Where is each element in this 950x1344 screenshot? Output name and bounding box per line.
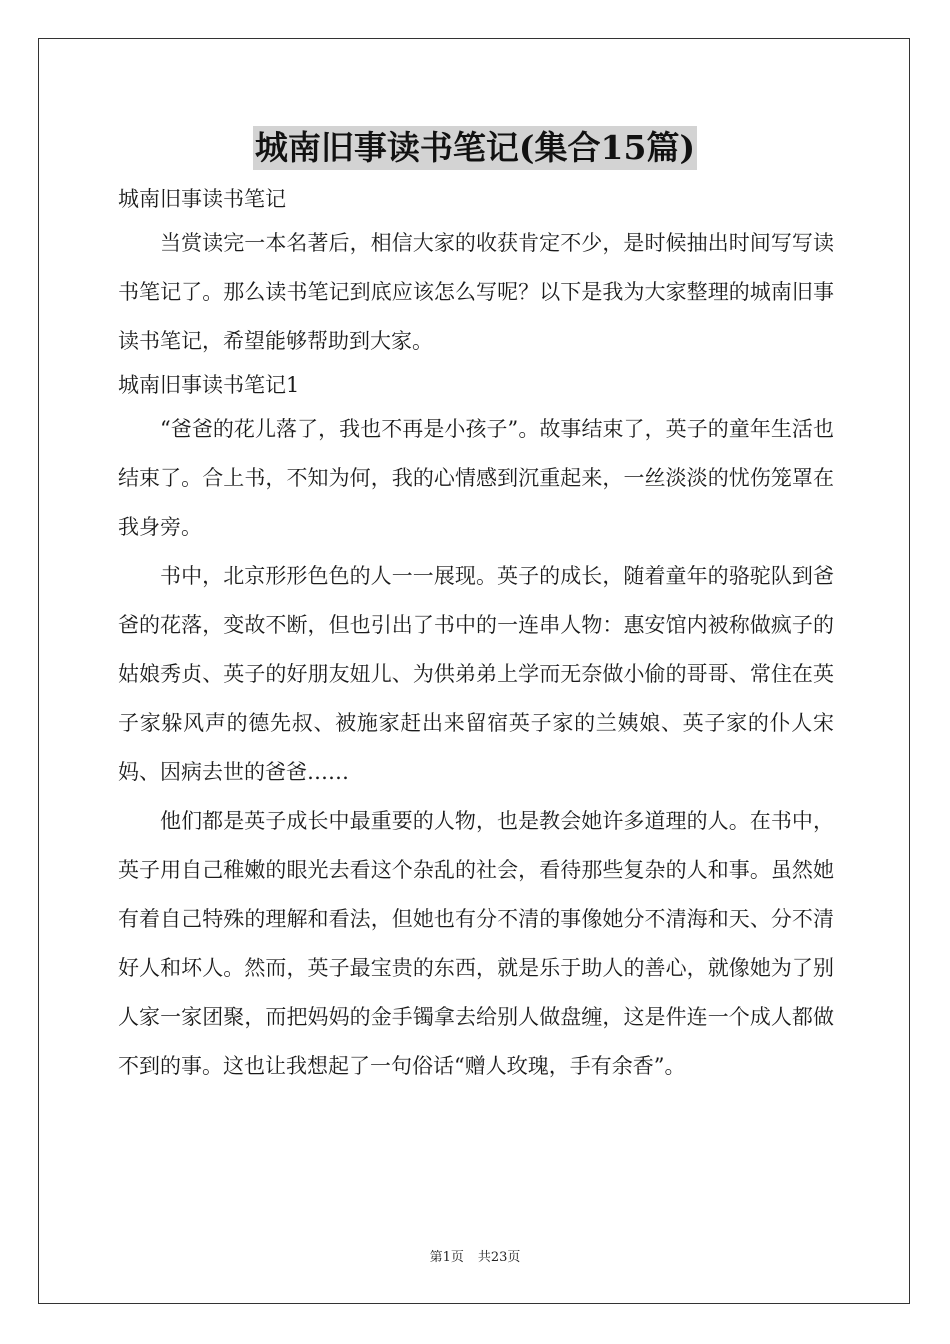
page-total: 共23页: [477, 1250, 521, 1265]
document-title: 城南旧事读书笔记(集合15篇): [253, 126, 697, 170]
document-body: [118, 180, 834, 1091]
body-paragraph: 他们都是英子成长中最重要的人物，也是教会她许多道理的人。在书中，英子用自己稚嫩的眼光去看这个杂乱的社会，看待那些复杂的人和事。虽然她有着自己特殊的理解和看法，但她也有分不清的事像她分不清海和天、分不清好人和坏人。然而，英子最宝贵的东西，就是乐于助人的善心，就像她为了别人家一家团聚，而把妈妈的金手镯拿去给别人做盘缠，这是件连一个成人都做不到的事。这也让我想起了一句俗话“赠人玫瑰，手有余香”。: [118, 809, 834, 1078]
body-paragraph: “爸爸的花儿落了，我也不再是小孩子”。故事结束了，英子的童年生活也结束了。合上书，不知为何，我的心情感到沉重起来，一丝淡淡的忧伤笼罩在我身旁。: [118, 417, 834, 539]
section-heading: 城南旧事读书笔记1: [118, 373, 300, 397]
body-paragraph: 书中，北京形形色色的人一一展现。英子的成长，随着童年的骆驼队到爸爸的花落，变故不断，但也引出了书中的一连串人物：惠安馆内被称做疯子的姑娘秀贞、英子的好朋友妞儿、为供弟弟上学而无奈做小偷的哥哥、常住在英子家躲风声的德先叔、被施家赶出来留宿英子家的兰姨娘、英子家的仆人宋妈、因病去世的爸爸……: [118, 564, 834, 784]
page-footer: [0, 1246, 950, 1265]
intro-heading: 城南旧事读书笔记: [118, 187, 286, 211]
title-area: [0, 126, 950, 170]
intro-paragraph: 当赏读完一本名著后，相信大家的收获肯定不少，是时候抽出时间写写读书笔记了。那么读书笔记到底应该怎么写呢？以下是我为大家整理的城南旧事读书笔记，希望能够帮助到大家。: [118, 231, 834, 353]
page-number: 第1页: [429, 1250, 464, 1265]
